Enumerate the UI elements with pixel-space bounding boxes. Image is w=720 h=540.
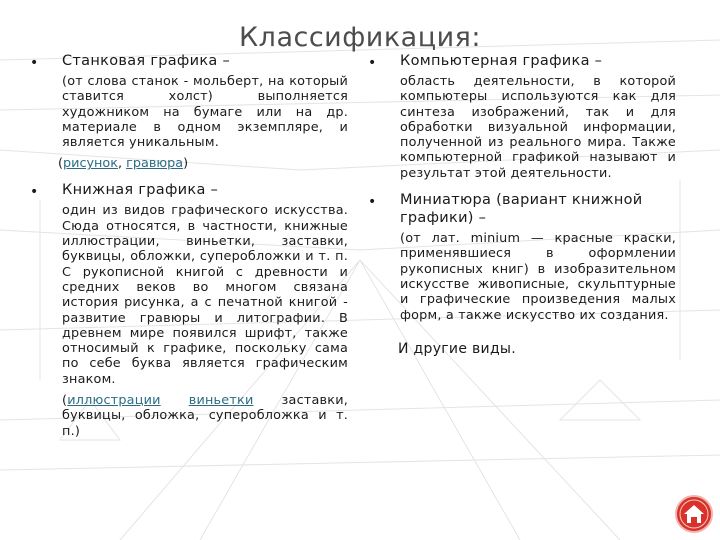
left-column: [30, 52, 348, 445]
computer-graphics-text: область деятельности, в которой компьютеры используются как для синтеза изображений, так и для обработки визуальной информации, полученной из реального мира. Также компьютерной графикой называют и результат этой деятельности.: [400, 74, 676, 181]
list-item-book-graphics: [30, 181, 348, 438]
link-drawing[interactable]: рисунок: [63, 156, 118, 172]
easel-graphics-text: (от слова станок - мольберт, на который ставится холст) выполняется художником на бумаге или на др. материале в одном экземпляре, и является уникальным.: [62, 74, 348, 151]
bullet: •: [368, 194, 377, 211]
link-illustrations[interactable]: иллюстрации: [67, 393, 161, 409]
easel-graphics-links: (рисунок, гравюра): [58, 156, 189, 172]
book-graphics-links: (иллюстрации виньетки заставки, буквицы, обложка, суперобложка и т. п.): [62, 393, 348, 439]
slide-title: Классификация:: [239, 22, 481, 53]
bullet: •: [30, 55, 39, 71]
book-graphics-text: один из видов графического искусства. Сюда относятся, в частности, книжные иллюстрации, виньетки, заставки, буквицы, обложки, суперобложки и т. п. С рукописной книгой с древности и средних веков во многом связана история рисунка, а с печатной книгой - развитие гравюры и литографии. В древнем мире появился шрифт, также относимый к графике, поскольку сама по себе буква является графическим знаком.: [62, 203, 348, 387]
list-item-miniature: [368, 191, 676, 323]
list-item-easel-graphics: [30, 52, 348, 171]
bullet: •: [368, 55, 377, 71]
home-button[interactable]: [674, 494, 714, 534]
miniature-text: (от лат. minium — красные краски, применявшиеся в оформлении рукописных книг) в изобразительном искусстве живописные, скульптурные и графические произведения малых форм, а также искусство их создания.: [400, 231, 676, 323]
easel-graphics-heading: Станковая графика –: [62, 53, 231, 69]
other-types-text: И другие виды.: [398, 340, 517, 357]
link-vignettes[interactable]: виньетки: [188, 393, 254, 409]
link-engraving[interactable]: гравюра: [126, 156, 184, 172]
right-column: [368, 52, 676, 357]
miniature-heading: Миниатюра (вариант книжной графики) –: [400, 192, 643, 227]
list-item-computer-graphics: [368, 52, 676, 181]
book-graphics-heading: Книжная графика –: [62, 182, 219, 199]
computer-graphics-heading: Компьютерная графика –: [400, 53, 603, 69]
bullet: •: [30, 184, 39, 201]
